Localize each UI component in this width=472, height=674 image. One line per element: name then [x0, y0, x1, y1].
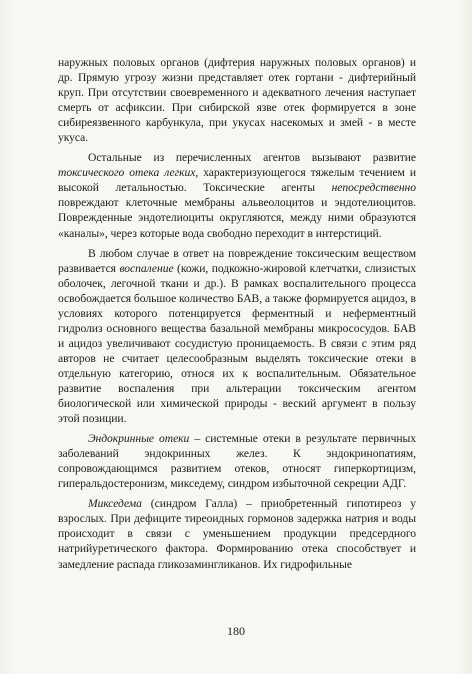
- paragraph-myxedema: [58, 496, 416, 571]
- text-segment: повреждают клеточные мембраны альвеолоцитов и эндотелиоцитов. Поврежденные эндотелиоциты округляются, между ними образуются «каналы», через которые вода свободно переходит в интерстиций.: [58, 196, 416, 240]
- italic-term: Микседема: [88, 497, 142, 511]
- text-segment: Остальные из перечисленных агентов вызывают развитие: [88, 151, 416, 165]
- paragraph-text: наружных половых органов (дифтерия наружных половых органов) и др. Прямую угрозу жизни представляет отек гортани - дифтерийный круп. При отсутствии своевременного и адекватного лечения наступает смерть от асфиксии. При сибирской язве отек формируется в зоне сибиреязвенного карбункула, при укусах насекомых и змей - в месте укуса.: [58, 56, 416, 145]
- text-segment: (синдром Галла) – приобретенный гипотиреоз у взрослых. При дефиците тиреоидных гормонов задержка натрия и воды происходит в связи с уменьшением продукции предсердного натрийуретического фактора. Формированию отека способствует и замедление распада гликозамингликанов. Их гидрофильные: [58, 497, 416, 571]
- paragraph-endocrine-edema: [58, 431, 416, 491]
- text-segment: (кожи, подкожно-жировой клетчатки, слизистых оболочек, легочной ткани и др.). В рамках воспалительного процесса освобождается большое количество БАВ, а также формируется ацидоз, в условиях которого потенцируется ферментный и неферментный гидролиз основного вещества базальной мембраны микрососудов. БАВ и ацидоз увеличивают сосудистую проницаемость. В связи с этим ряд авторов не считает целесообразным выделять токсические отеки в отдельную категорию, относя их к воспалительным. Обязательное развитие воспаления при альтерации токсическим агентом биологической или химической природы - веский аргумент в пользу этой позиции.: [58, 261, 416, 426]
- page-number: 180: [227, 624, 245, 638]
- paragraph-diphtheria: [58, 55, 416, 145]
- italic-term: непосредственно: [331, 181, 416, 195]
- italic-term: Эндокринные отеки: [88, 432, 190, 446]
- text-segment: , характеризующегося тяжелым течением и высокой летальностью. Токсические агенты: [58, 166, 416, 195]
- italic-term: воспаление: [119, 261, 174, 275]
- paragraph-toxic-lung-edema: [58, 150, 416, 240]
- paragraph-inflammation: [58, 246, 416, 427]
- italic-term: токсического отека легких: [58, 166, 196, 180]
- text-segment: – системные отеки в результате первичных заболеваний эндокринных желез. К эндокринопатиям, сопровождающимся развитием отеков, относят гиперкортицизм, гиперальдостеронизм, микседему, синдром избыточной секреции АДГ.: [58, 432, 417, 491]
- page-text: [58, 55, 416, 577]
- text-segment: В любом случае в ответ на повреждение токсическим веществом развивается: [58, 246, 416, 275]
